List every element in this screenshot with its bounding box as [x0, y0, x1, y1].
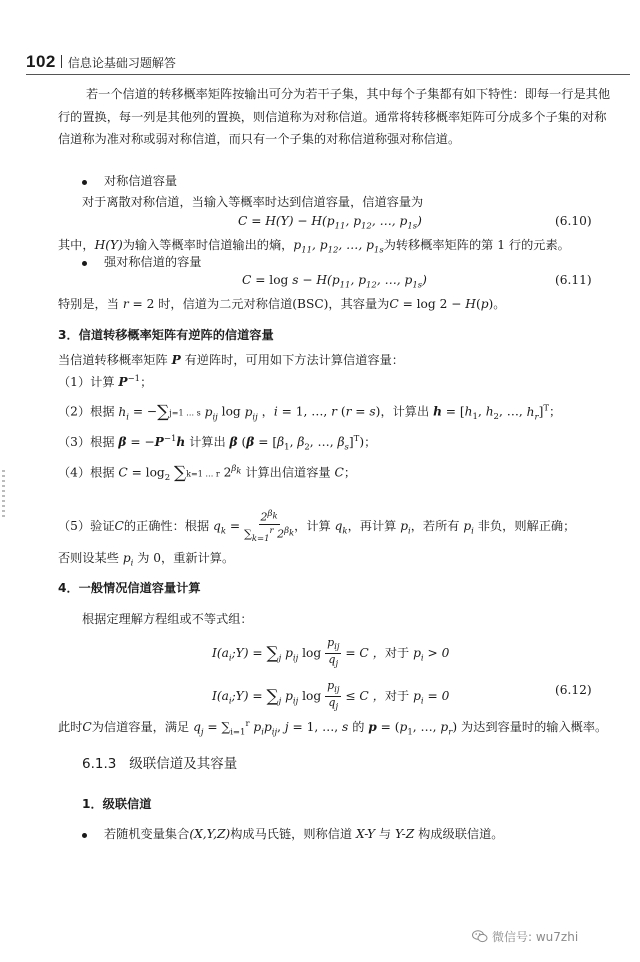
- strong-note: 特别是，当 r = 2 时，信道为二元对称信道(BSC)，其容量为C = log 2 − H(p)。: [58, 297, 506, 311]
- bullet-dot: [82, 833, 87, 838]
- bullet-dot: [82, 261, 87, 266]
- scan-edge-mark: [2, 470, 5, 520]
- bullet-dot: [82, 180, 87, 185]
- watermark-text: 微信号: wu7zhi: [492, 930, 579, 944]
- step-1: （1）计算 $P^{-1}$；: [58, 373, 153, 389]
- equation-6-11: $C = \log s - H(p_{11}$, $p_{12}$, …, $p_{1s}$): [242, 273, 427, 291]
- bullet-strong-label: 强对称信道的容量: [104, 255, 202, 269]
- header-divider: [61, 55, 62, 68]
- wechat-icon: [472, 930, 488, 943]
- step-5: （5）验证C的正确性：根据 $q_k$ = $\frac{2^{\beta_k}}{\sum_{k=1}^r 2^{\beta_k}}$ ，计算 $q_k$，再计算 $p_i$，若所有 $p_i$ 非负，则解正确；: [58, 509, 576, 544]
- page-number: 102: [26, 52, 56, 71]
- subsection-heading: 6.1.3 级联信道及其容量: [82, 756, 238, 772]
- equation-ineq-1: $I(a_i;Y) = \sum_j$ $p_{ij}$ log $\frac{p_{ij}}{q_j}$ = C ，对于 $p_i > 0$: [212, 636, 450, 670]
- page-header: [26, 52, 176, 72]
- step-2: （2）根据 $h_i = -\sum j=1$ … s $p_{ij}$ $\log p_{ij}$ ，i = 1, …, r (r = s)，计算出 $h = [h_1$, $h_2$, …, $h_r]^T$；: [58, 402, 562, 422]
- wechat-watermark: [472, 928, 578, 945]
- intro-paragraph: 若一个信道的转移概率矩阵按输出可分为若干子集，其中每个子集都有如下特性：即每一行是其他行的置换，每一列是其他列的置换，则信道称为对称信道。通常将转移概率矩阵可分成多个子集的对称信道称为准对称或弱对称信道，而只有一个子集的对称信道称强对称信道。: [58, 87, 611, 146]
- eq-number-6-11: (6.11): [555, 273, 592, 287]
- symmetric-text: 对于离散对称信道，当输入等概率时达到信道容量，信道容量为: [82, 195, 424, 209]
- equation-ineq-2: $I(a_i;Y) = \sum_j$ $p_{ij}$ log $\frac{p_{ij}}{q_j}$ ≤ C ，对于 $p_i = 0$: [212, 679, 450, 713]
- step-3: （3）根据 $\beta = -P^{-1}h$ 计算出 β ($\beta = [\beta_1$, $\beta_2$, …, $\beta_s]^T$)；: [58, 433, 377, 453]
- section-3-title: 3．信道转移概率矩阵有逆阵的信道容量: [58, 328, 274, 342]
- step-4: （4）根据 $C = \log_2 \sum k=1$ … r $2^{\beta_k}$ 计算出信道容量 C；: [58, 463, 357, 483]
- cascade-bullet: 若随机变量集合(X,Y,Z)构成马氏链，则称信道 X-Y 与 Y-Z 构成级联信道。: [104, 827, 504, 841]
- section-4-intro: 根据定理解方程组或不等式组：: [82, 612, 253, 626]
- section-4-title: 4．一般情况信道容量计算: [58, 581, 201, 595]
- equation-6-10: $C = H(Y) - H(p_{11}$, $p_{12}$, …, $p_{1s}$): [238, 214, 422, 232]
- eq-number-6-10: (6.10): [555, 214, 592, 228]
- cascade-title: 1．级联信道: [82, 797, 152, 811]
- eq-number-6-12: (6.12): [555, 683, 592, 697]
- section-4-after: 此时C为信道容量，满足 $q_j = \sum_{i=1}^r$ $p_ip_{ij}$, j = 1, …, s 的 $p = (p_1$, …, $p_r$) 为达到容量时的输入概率。: [58, 718, 608, 738]
- symmetric-where: 其中，H(Y)为输入等概率时信道输出的熵，$p_{11}$, $p_{12}$, …, $p_{1s}$为转移概率矩阵的第 1 行的元素。: [58, 238, 570, 256]
- otherwise-line: 否则设某些 $p_i$ 为 0，重新计算。: [58, 551, 235, 569]
- bullet-symmetric-label: 对称信道容量: [104, 174, 178, 188]
- header-rule: [26, 74, 630, 75]
- section-3-intro: 当信道转移概率矩阵 P 有逆阵时，可用如下方法计算信道容量：: [58, 353, 404, 367]
- book-title: 信息论基础习题解答: [67, 56, 176, 70]
